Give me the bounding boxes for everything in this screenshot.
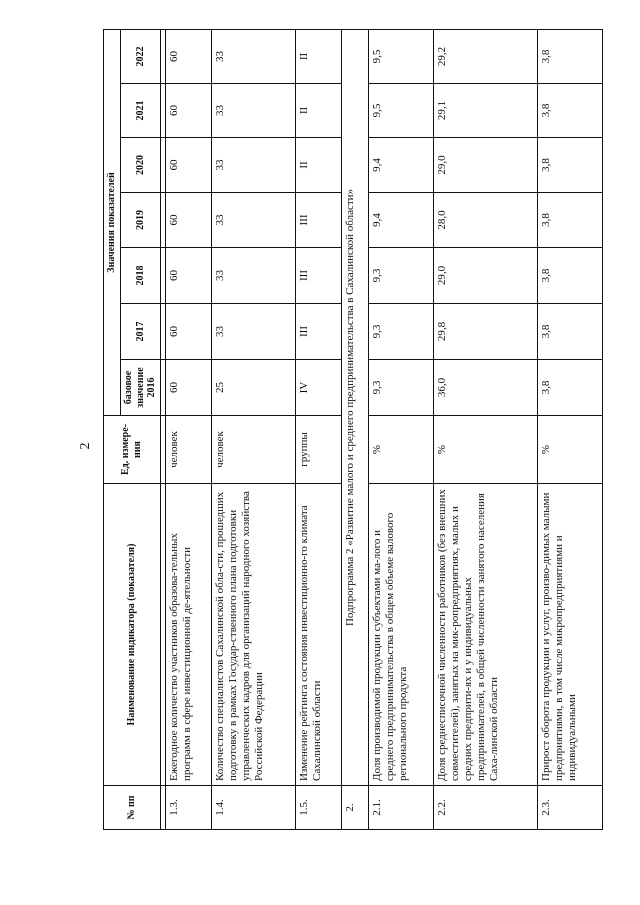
row-unit: % [434, 416, 538, 484]
header-year: 2021 [120, 84, 160, 138]
row-value: 28,0 [434, 193, 538, 248]
row-value: 29,0 [434, 248, 538, 304]
row-value: IV [296, 360, 342, 416]
row-value: 9,5 [369, 84, 434, 138]
row-value: 3,8 [537, 360, 602, 416]
row-value: II [296, 29, 342, 83]
row-value: 33 [212, 138, 296, 193]
table-row [369, 29, 434, 829]
row-name: Ежегодное количество участников образова-тельных программ в сфере инвестиционной де-ятельности [166, 484, 212, 786]
row-value: 3,8 [537, 29, 602, 83]
table-row [296, 29, 342, 829]
row-value: 9,5 [369, 29, 434, 83]
row-value: 33 [212, 304, 296, 360]
row-value: 3,8 [537, 84, 602, 138]
row-num: 1.4. [212, 786, 296, 830]
row-value: 36,0 [434, 360, 538, 416]
row-value: 33 [212, 193, 296, 248]
row-value: 3,8 [537, 304, 602, 360]
row-value: 33 [212, 248, 296, 304]
row-value: II [296, 138, 342, 193]
row-value: 25 [212, 360, 296, 416]
header-year: 2018 [120, 248, 160, 304]
row-num: 2.1. [369, 786, 434, 830]
header-values-group: Значения показателей [104, 29, 121, 415]
table-row [434, 29, 538, 829]
row-name: Прирост оборота продукции и услуг, произво-димых малыми предприятиями, в том числе микропредприятиями и индивидуальными [537, 484, 602, 786]
row-value: III [296, 193, 342, 248]
header-name: Наименование индикатора (показателя) [104, 484, 161, 786]
row-name: Количество специалистов Сахалинской обла-сти, прошедших подготовку в рамках Государ-ственного плана подготовки управленческих кадров для организаций народного хозяйства Российской Федерации [212, 484, 296, 786]
page-number: 2 [78, 442, 93, 450]
header-unit: Ед. измере-ния [104, 416, 161, 484]
row-value: 60 [166, 84, 212, 138]
table-row [166, 29, 212, 829]
row-value: 9,3 [369, 304, 434, 360]
row-value: 3,8 [537, 138, 602, 193]
header-year: 2022 [120, 29, 160, 83]
row-name: Доля производимой продукции субъектами ма-лого и среднего предпринимательства в общем объеме валового регионального продукта [369, 484, 434, 786]
row-value: 60 [166, 193, 212, 248]
header-year: базовое значение 2016 [120, 360, 160, 416]
row-unit: группы [296, 416, 342, 484]
row-value: 60 [166, 138, 212, 193]
header-year: 2017 [120, 304, 160, 360]
table-row [537, 29, 602, 829]
indicators-table [103, 29, 603, 830]
row-unit: человек [166, 416, 212, 484]
header-num: № пп [104, 786, 161, 830]
row-value: 9,3 [369, 360, 434, 416]
table-row [212, 29, 296, 829]
row-value: 9,4 [369, 193, 434, 248]
row-value: 60 [166, 360, 212, 416]
row-value: II [296, 84, 342, 138]
row-unit: человек [212, 416, 296, 484]
row-value: 33 [212, 29, 296, 83]
row-value: 9,3 [369, 248, 434, 304]
subprogram-title: Подпрограмма 2 «Развитие малого и среднего предпринимательства в Сахалинской области» [342, 29, 369, 785]
row-num: 1.5. [296, 786, 342, 830]
header-year: 2019 [120, 193, 160, 248]
row-name: Доля среднесписочной численности работников (без внешних совместителей), занятых на мик-ропредприятиях, малых и средних предприти-ях и у индивидуальных предпринимателей, в общей численности занятого населения Саха-линской области [434, 484, 538, 786]
row-num: 2.2. [434, 786, 538, 830]
row-value: 33 [212, 84, 296, 138]
row-value: III [296, 304, 342, 360]
header-row-1 [104, 29, 121, 829]
row-value: 29,8 [434, 304, 538, 360]
row-value: III [296, 248, 342, 304]
row-unit: % [369, 416, 434, 484]
row-value: 60 [166, 304, 212, 360]
row-name: Изменение рейтинга состояния инвестиционно-го климата Сахалинской области [296, 484, 342, 786]
row-value: 29,0 [434, 138, 538, 193]
subprogram-row [342, 29, 369, 829]
row-value: 60 [166, 29, 212, 83]
rotated-table-sheet [103, 30, 603, 830]
subprogram-num: 2. [342, 786, 369, 830]
row-num: 2.3. [537, 786, 602, 830]
row-value: 3,8 [537, 193, 602, 248]
header-year: 2020 [120, 138, 160, 193]
row-value: 29,1 [434, 84, 538, 138]
row-num: 1.3. [166, 786, 212, 830]
row-value: 3,8 [537, 248, 602, 304]
row-value: 9,4 [369, 138, 434, 193]
row-value: 60 [166, 248, 212, 304]
row-value: 29,2 [434, 29, 538, 83]
row-unit: % [537, 416, 602, 484]
